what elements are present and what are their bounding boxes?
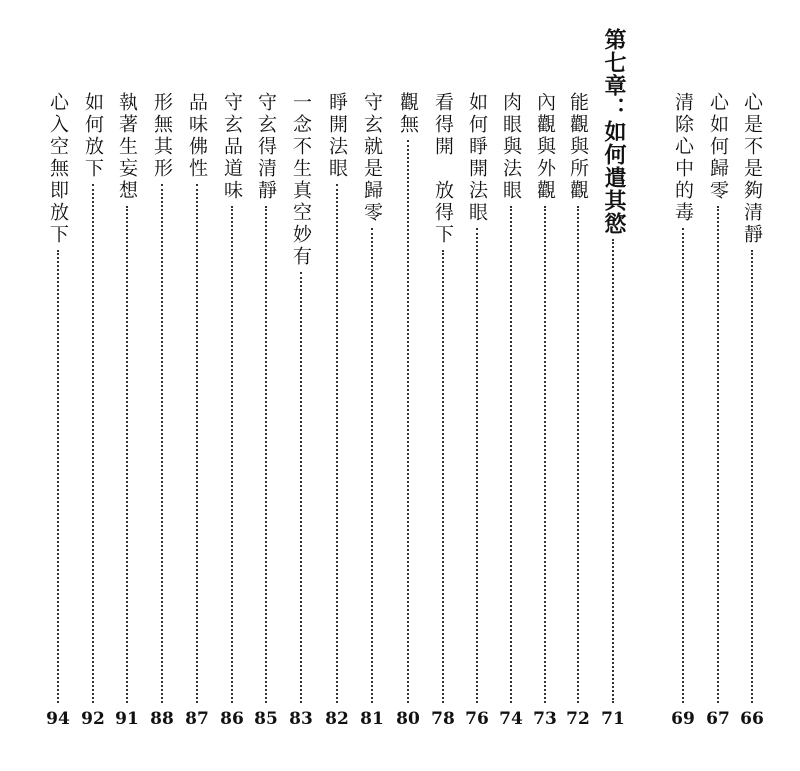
toc-entry[interactable]: [428, 0, 458, 771]
entry-title: 形無其形: [151, 92, 173, 180]
toc-entry[interactable]: [78, 0, 108, 771]
dot-leader: [92, 184, 94, 703]
entry-title: 睜開法眼: [326, 92, 348, 180]
page-number: 74: [499, 709, 523, 729]
entry-title: 如何睜開法眼: [466, 92, 488, 224]
entry-title: 守玄得清靜: [255, 92, 277, 202]
dot-leader: [57, 250, 59, 703]
entry-title: 肉眼與法眼: [500, 92, 522, 202]
dot-leader: [544, 206, 546, 703]
entry-title: 心是不是夠清靜: [741, 92, 763, 246]
page-number: 66: [740, 709, 764, 729]
page-number: 82: [325, 709, 349, 729]
page-number: 91: [115, 709, 139, 729]
page-number: 72: [566, 709, 590, 729]
page-number: 83: [289, 709, 313, 729]
page-number: 73: [533, 709, 557, 729]
toc-entry[interactable]: [496, 0, 526, 771]
entry-title: 心入空無即放下: [47, 92, 69, 246]
toc-entry[interactable]: [182, 0, 212, 771]
toc-entry[interactable]: [703, 0, 733, 771]
page-number: 92: [81, 709, 105, 729]
page-number: 69: [671, 709, 695, 729]
dot-leader: [751, 250, 753, 703]
dot-leader: [407, 140, 409, 703]
dot-leader: [126, 206, 128, 703]
toc-entry[interactable]: [43, 0, 73, 771]
entry-title: 心如何歸零: [707, 92, 729, 202]
toc-entry[interactable]: [668, 0, 698, 771]
toc-entry[interactable]: [251, 0, 281, 771]
page-number: 87: [185, 709, 209, 729]
toc-entry[interactable]: [393, 0, 423, 771]
entry-title: 能觀與所觀: [567, 92, 589, 202]
toc-entry[interactable]: [112, 0, 142, 771]
toc-entry[interactable]: [217, 0, 247, 771]
page-number: 71: [601, 709, 625, 729]
toc-entry[interactable]: [357, 0, 387, 771]
dot-leader: [442, 250, 444, 703]
toc-entry[interactable]: [737, 0, 767, 771]
page-number: 88: [150, 709, 174, 729]
dot-leader: [612, 239, 614, 703]
chapter-title: 第七章：如何遣其慾: [601, 28, 626, 235]
page-number: 80: [396, 709, 420, 729]
page-number: 86: [220, 709, 244, 729]
entry-title: 品味佛性: [186, 92, 208, 180]
entry-title: 看得開 放得下: [432, 92, 454, 246]
page-number: 78: [431, 709, 455, 729]
chapter-heading[interactable]: [598, 0, 628, 771]
dot-leader: [682, 228, 684, 703]
toc-entry[interactable]: [563, 0, 593, 771]
entry-title: 一念不生真空妙有: [290, 92, 312, 268]
dot-leader: [577, 206, 579, 703]
page-number: 76: [465, 709, 489, 729]
page-number: 81: [360, 709, 384, 729]
dot-leader: [336, 184, 338, 703]
entry-title: 觀無: [397, 92, 419, 136]
dot-leader: [231, 206, 233, 703]
entry-title: 守玄品道味: [221, 92, 243, 202]
toc-entry[interactable]: [462, 0, 492, 771]
entry-title: 守玄就是歸零: [361, 92, 383, 224]
dot-leader: [717, 206, 719, 703]
dot-leader: [161, 184, 163, 703]
dot-leader: [196, 184, 198, 703]
entry-title: 如何放下: [82, 92, 104, 180]
entry-title: 內觀與外觀: [534, 92, 556, 202]
page-number: 94: [46, 709, 70, 729]
entry-title: 執著生妄想: [116, 92, 138, 202]
toc-entry[interactable]: [322, 0, 352, 771]
toc-entry[interactable]: [147, 0, 177, 771]
dot-leader: [476, 228, 478, 703]
dot-leader: [300, 272, 302, 703]
page-number: 85: [254, 709, 278, 729]
dot-leader: [510, 206, 512, 703]
page-number: 67: [706, 709, 730, 729]
toc-entry[interactable]: [286, 0, 316, 771]
entry-title: 清除心中的毒: [672, 92, 694, 224]
toc-entry[interactable]: [530, 0, 560, 771]
dot-leader: [265, 206, 267, 703]
dot-leader: [371, 228, 373, 703]
